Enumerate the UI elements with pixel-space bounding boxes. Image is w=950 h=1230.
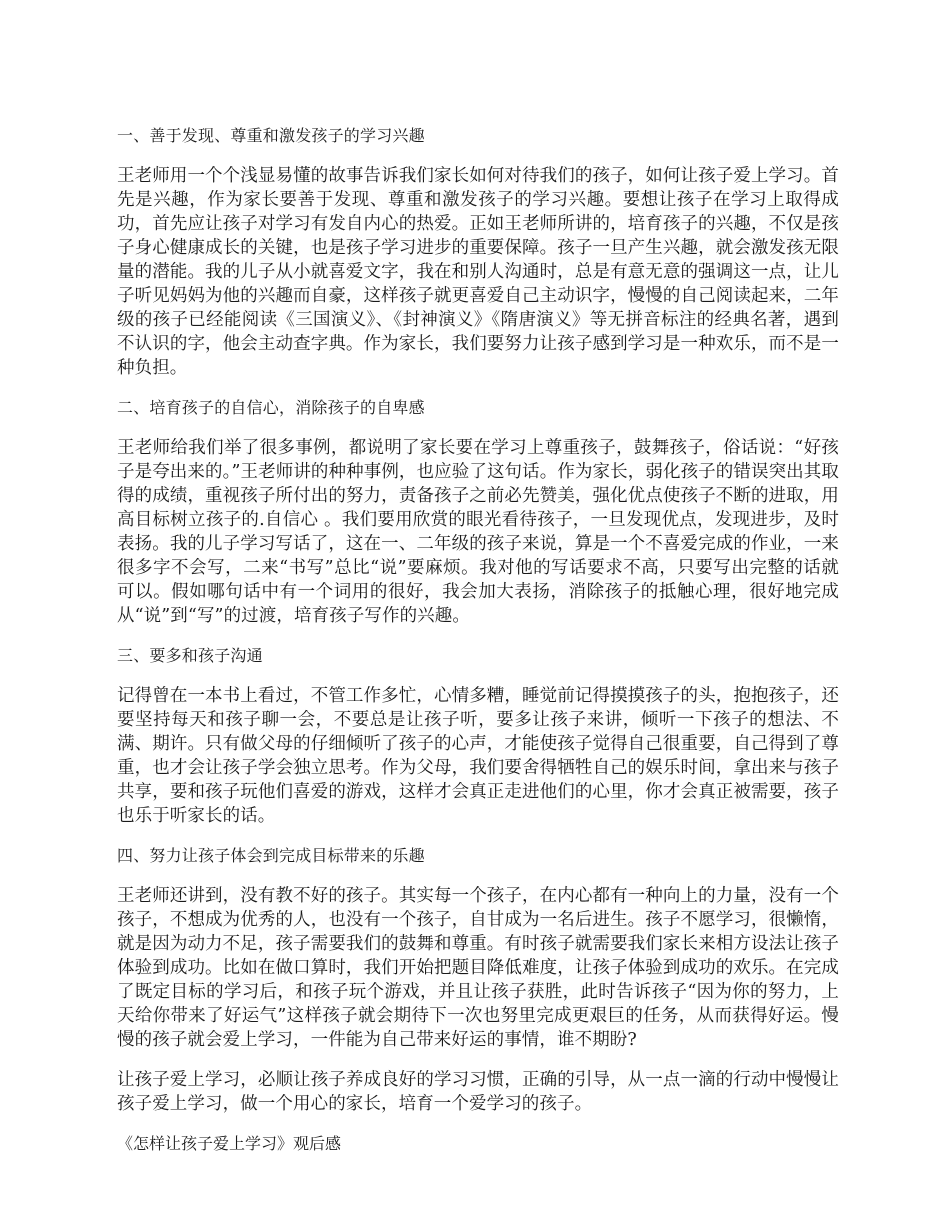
closing-paragraph: 让孩子爱上学习，必顺让孩子养成良好的学习习惯，正确的引导，从一点一滴的行动中慢慢让孩子爱上学习，做一个用心的家长，培育一个爱学习的孩子。 [117, 1070, 839, 1114]
section-paragraph-1: 王老师用一个个浅显易懂的故事告诉我们家长如何对待我们的孩子，如何让孩子爱上学习。首先是兴趣，作为家长要善于发现、尊重和激发孩子的学习兴趣。要想让孩子在学习上取得成功，首先应让孩子对学习有发自内心的热爱。正如王老师所讲的，培育孩子的兴趣，不仅是孩子身心健康成长的关键，也是孩子学习进步的重要保障。孩子一旦产生兴趣，就会激发孩无限量的潜能。我的儿子从小就喜爱文字，我在和别人沟通时，总是有意无意的强调这一点，让儿子听见妈妈为他的兴趣而自豪，这样孩子就更喜爱自己主动识字，慢慢的自己阅读起来，二年级的孩子已经能阅读《三国演义》、《封神演义》《隋唐演义》等无拼音标注的经典名著，遇到不认识的字，他会主动查字典。作为家长，我们要努力让孩子感到学习是一种欢乐，而不是一种负担。 [117, 166, 839, 378]
section-heading-2: 二、培育孩子的自信心，消除孩子的自卑感 [117, 398, 425, 417]
document-title-footer: 《怎样让孩子爱上学习》观后感 [117, 1134, 342, 1153]
section-paragraph-3: 记得曾在一本书上看过，不管工作多忙，心情多糟，睡觉前记得摸摸孩子的头，抱抱孩子，还要坚持每天和孩子聊一会，不要总是让孩子听，要多让孩子来讲，倾听一下孩子的想法、不满、期许。只有做父母的仔细倾听了孩子的心声，才能使孩子觉得自己很重要，自己得到了尊重，也才会让孩子学会独立思考。作为父母，我们要舍得牺牲自己的娱乐时间，拿出来与孩子共享，要和孩子玩他们喜爱的游戏，这样才会真正走进他们的心里，你才会真正被需要，孩子也乐于听家长的话。 [117, 686, 839, 826]
section-heading-4: 四、努力让孩子体会到完成目标带来的乐趣 [117, 846, 425, 865]
section-paragraph-2: 王老师给我们举了很多事例，都说明了家长要在学习上尊重孩子，鼓舞孩子，俗话说：“好孩子是夸出来的。”王老师讲的种种事例，也应验了这句话。作为家长，弱化孩子的错误突出其取得的成绩，重视孩子所付出的努力，责备孩子之前必先赞美，强化优点使孩子不断的进取，用高目标树立孩子的.自信心 。我们要用欣赏的眼光看待孩子，一旦发现优点，发现进步，及时表扬。我的儿子学习写话了，这在一、二年级的孩子来说，算是一个不喜爱完成的作业，一来很多字不会写，二来“书写”总比“说”要麻烦。我对他的写话要求不高，只要写出完整的话就可以。假如哪句话中有一个词用的很好，我会加大表扬，消除孩子的抵触心理，很好地完成从“说”到“写”的过渡，培育孩子写作的兴趣。 [117, 438, 839, 626]
section-heading-3: 三、要多和孩子沟通 [117, 646, 263, 665]
section-heading-1: 一、善于发现、尊重和激发孩子的学习兴趣 [117, 126, 425, 145]
document-body [117, 124, 839, 1156]
section-paragraph-4: 王老师还讲到，没有教不好的孩子。其实每一个孩子，在内心都有一种向上的力量，没有一个孩子，不想成为优秀的人，也没有一个孩子，自甘成为一名后进生。孩子不愿学习，很懒惰，就是因为动力不足，孩子需要我们的鼓舞和尊重。有时孩子就需要我们家长来相方设法让孩子体验到成功。比如在做口算时，我们开始把题目降低难度，让孩子体验到成功的欢乐。在完成了既定目标的学习后，和孩子玩个游戏，并且让孩子获胜，此时告诉孩子“因为你的努力，上天给你带来了好运气”这样孩子就会期待下一次也努里完成更艰巨的任务，从而获得好运。慢慢的孩子就会爱上学习，一件能为自己带来好运的事情，谁不期盼? [117, 886, 839, 1050]
